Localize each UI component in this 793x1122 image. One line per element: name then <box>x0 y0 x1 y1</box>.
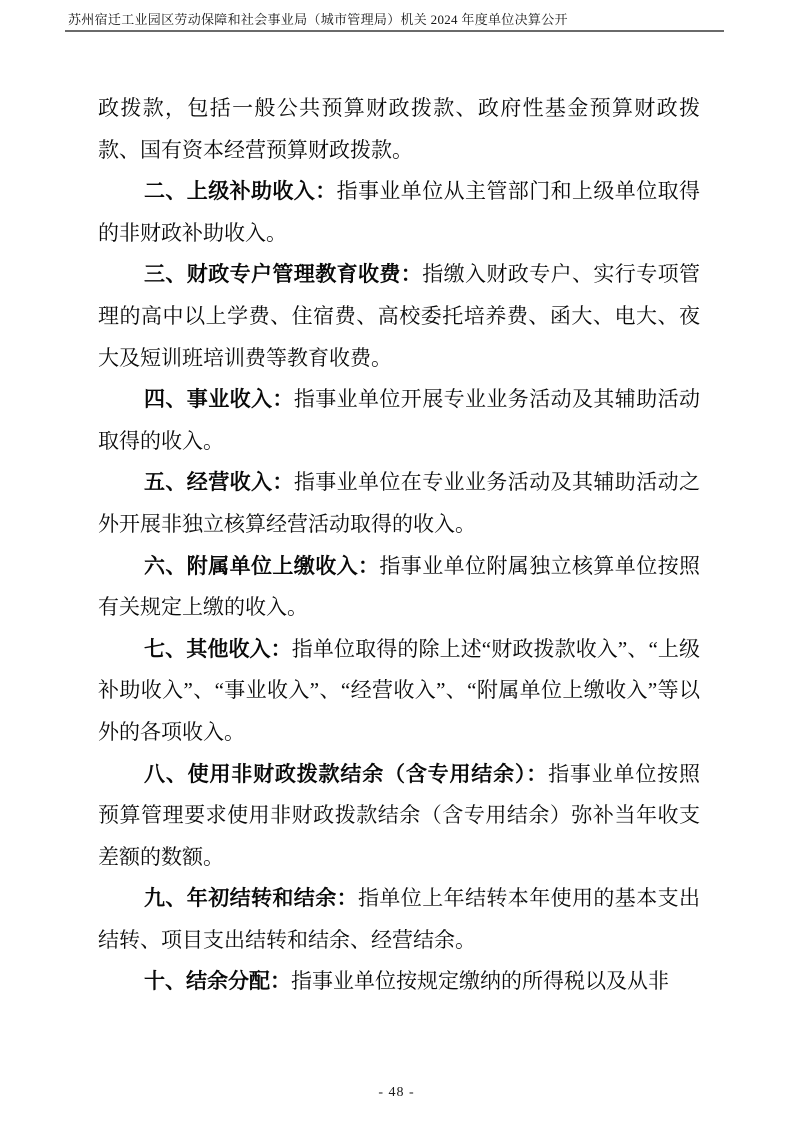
paragraph <box>98 546 700 629</box>
paragraph-text: 指单位取得的除上述“财政拨款收入”、“上级补助收入”、“事业收入”、“经营收入”、“附属单位上缴收入”等以外的各项收入。 <box>98 636 701 744</box>
paragraph-text: 指事业单位在专业业务活动及其辅助活动之外开展非独立核算经营活动取得的收入。 <box>98 470 701 536</box>
paragraph-lead: 五、经营收入： <box>144 470 294 495</box>
paragraph-text: 指事业单位从主管部门和上级单位取得的非财政补助收入。 <box>98 179 701 245</box>
paragraph-text: 指事业单位开展专业业务活动及其辅助活动取得的收入。 <box>98 387 701 453</box>
paragraph <box>98 629 700 754</box>
paragraph <box>98 379 700 462</box>
paragraph-lead: 十、结余分配： <box>144 969 291 994</box>
paragraph-lead: 二、上级补助收入： <box>144 179 337 204</box>
paragraph <box>98 754 700 879</box>
paragraph <box>98 961 700 1003</box>
paragraph <box>98 254 700 379</box>
header-title: 苏州宿迁工业园区劳动保障和社会事业局（城市管理局）机关 2024 年度单位决算公开 <box>68 12 568 27</box>
paragraph-lead: 九、年初结转和结余： <box>144 886 358 911</box>
paragraph-lead: 四、事业收入： <box>144 387 294 412</box>
paragraph <box>98 171 700 254</box>
paragraph-text: 指事业单位附属独立核算单位按照有关规定上缴的收入。 <box>98 553 701 620</box>
paragraph <box>98 878 700 961</box>
paragraph-lead: 八、使用非财政拨款结余（含专用结余）： <box>144 761 549 786</box>
paragraph-text: 政拨款，包括一般公共预算财政拨款、政府性基金预算财政拨款、国有资本经营预算财政拨款。 <box>98 96 700 162</box>
document-body <box>98 88 700 1003</box>
paragraph <box>98 462 700 545</box>
page-footer <box>0 1083 793 1101</box>
paragraph-lead: 三、财政专户管理教育收费： <box>144 262 423 287</box>
paragraph-lead: 七、其他收入： <box>144 636 292 661</box>
paragraph-text: 指缴入财政专户、实行专项管理的高中以上学费、住宿费、高校委托培养费、函大、电大、夜大及短训班培训费等教育收费。 <box>98 262 701 370</box>
paragraph-text: 指单位上年结转本年使用的基本支出结转、项目支出结转和结余、经营结余。 <box>98 886 700 952</box>
paragraph-text: 指事业单位按照预算管理要求使用非财政拨款结余（含专用结余）弥补当年收支差额的数额。 <box>98 761 700 869</box>
paragraph-text: 指事业单位按规定缴纳的所得税以及从非 <box>291 969 669 994</box>
paragraph-lead: 六、附属单位上缴收入： <box>144 553 380 578</box>
page-number: - 48 - <box>378 1085 415 1100</box>
paragraph <box>98 88 700 171</box>
page-header <box>65 12 724 32</box>
